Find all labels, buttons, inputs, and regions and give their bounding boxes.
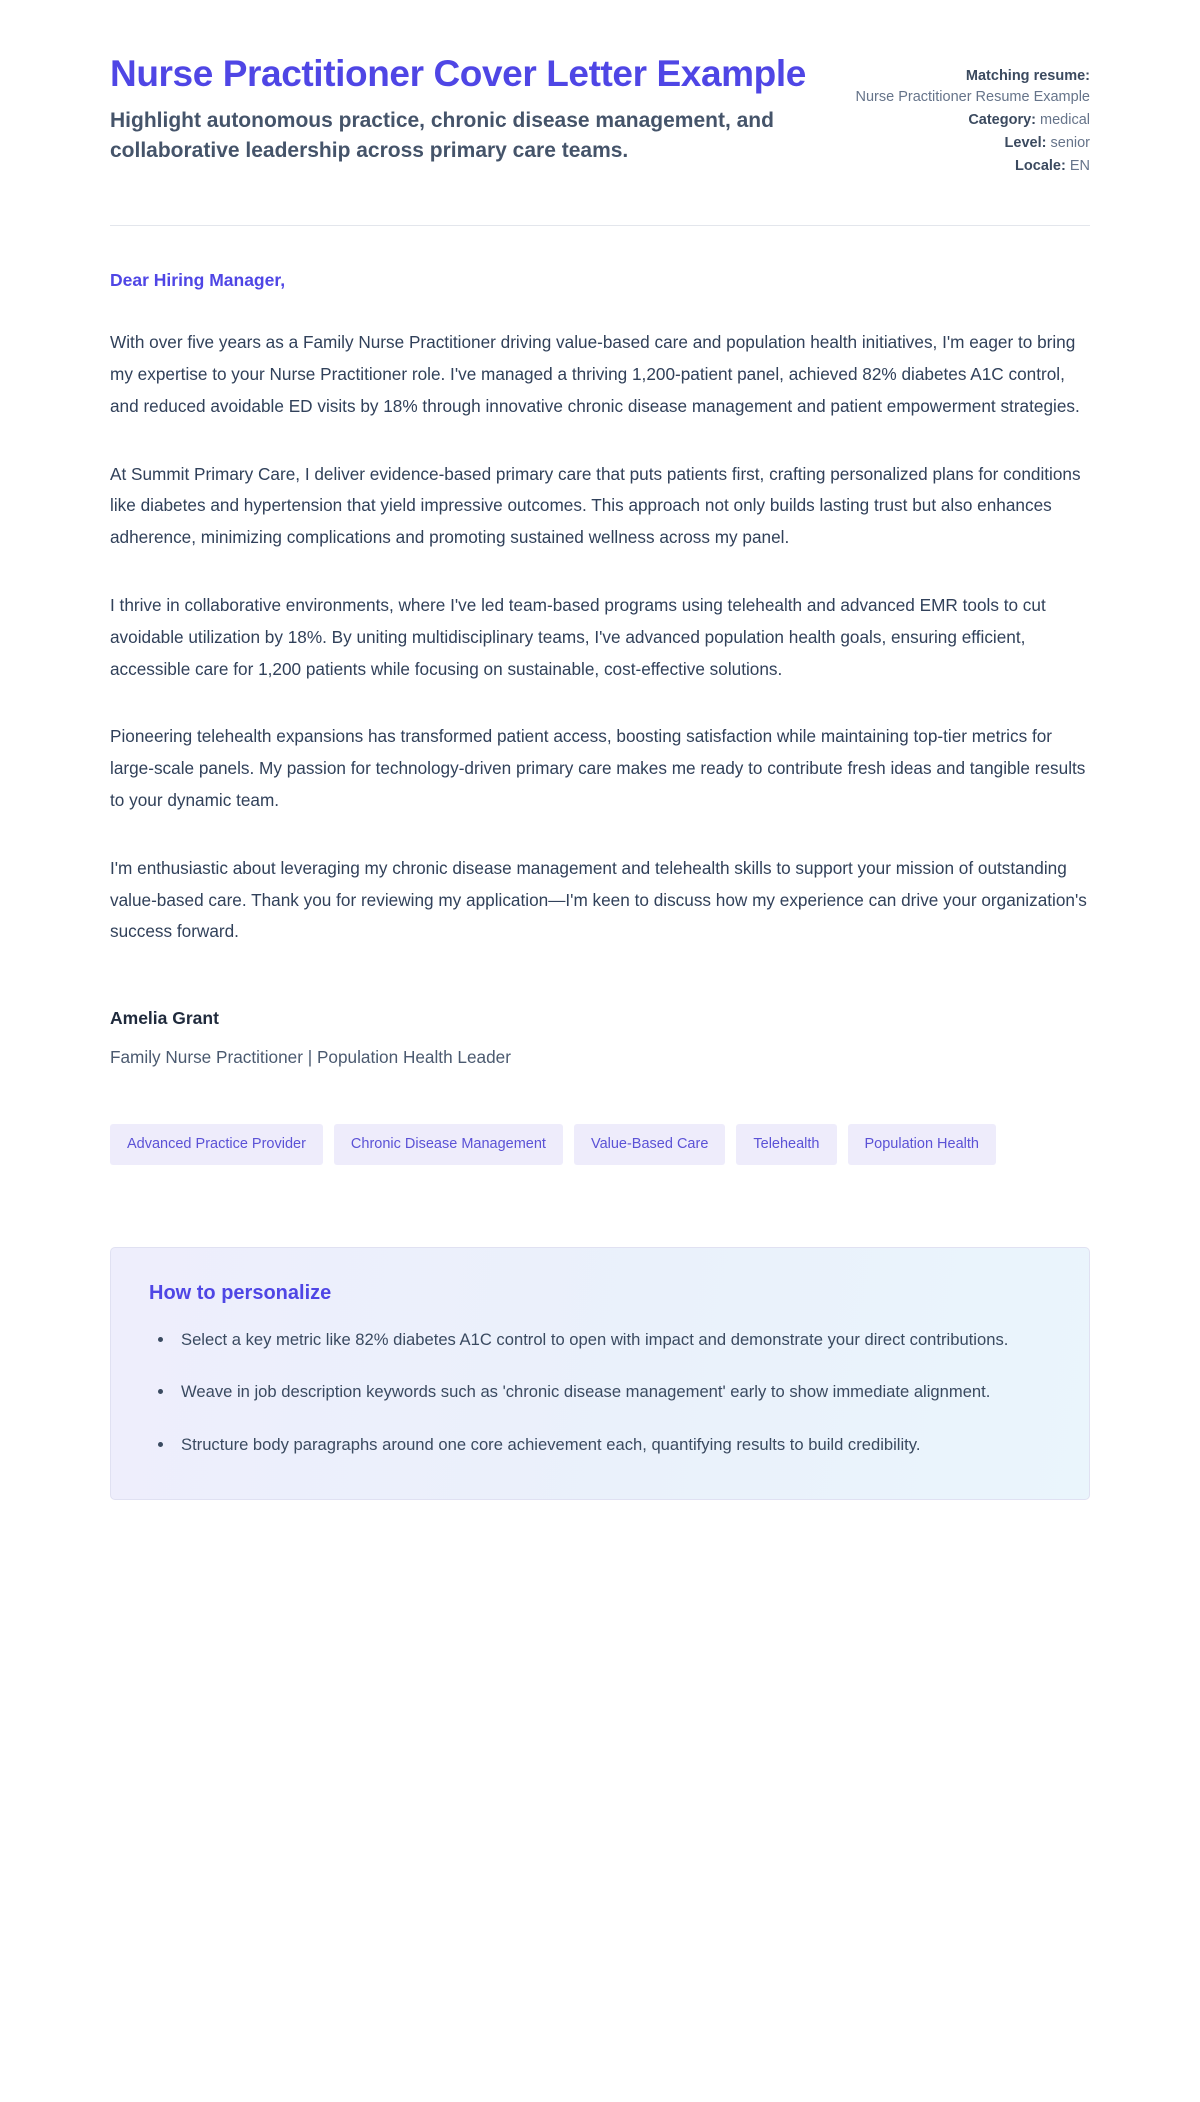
meta-category-label: Category: (968, 112, 1036, 129)
callout-list-item: • Weave in job description keywords such as 'chronic disease management' early to show immediate alignment. (175, 1377, 1051, 1408)
letter-paragraph: With over five years as a Family Nurse Practitioner driving value-based care and population health initiatives, I'm eager to bring my expertise to your Nurse Practitioner role. I've managed a thriving 1,200-patient panel, achieved 82% diabetes A1C control, and reduced avoidable ED visits by 18% through innovative chronic disease management and patient empowerment strategies. (110, 332, 1080, 416)
signature-title: Family Nurse Practitioner | Population Health Leader (110, 1047, 511, 1068)
meta-category (855, 110, 1090, 131)
letter-signature (110, 1008, 1090, 1068)
meta-matching-resume (855, 66, 1090, 108)
tag-chip[interactable]: Value-Based Care (574, 1124, 725, 1165)
page-subtitle: Highlight autonomous practice, chronic disease management, and collaborative leadership across primary care teams. (110, 109, 774, 163)
meta-matching-resume-label: Matching resume: (965, 68, 1090, 84)
meta-level (855, 133, 1090, 154)
letter-paragraph: At Summit Primary Care, I deliver evidence-based primary care that puts patients first, crafting personalized plans for conditions like diabetes and hypertension that yield impressive outcomes. This approach not only builds lasting trust but also enhances adherence, minimizing complications and promoting sustained wellness across my panel. (110, 463, 1081, 548)
letter-salutation: Dear Hiring Manager, (110, 270, 286, 291)
meta-level-value: senior (1050, 135, 1090, 152)
callout-title: How to personalize (149, 1281, 332, 1304)
tag-chip[interactable]: Telehealth (736, 1124, 836, 1165)
tag-chip[interactable]: Chronic Disease Management (334, 1124, 563, 1165)
meta-category-value: medical (1040, 112, 1090, 129)
meta-locale-label: Locale: (1015, 158, 1066, 175)
callout-list-item: • Structure body paragraphs around one core achievement each, quantifying results to build credibility. (175, 1430, 1051, 1461)
meta-level-label: Level: (1004, 135, 1047, 152)
document-metadata (855, 52, 1090, 179)
letter-paragraph: Pioneering telehealth expansions has transformed patient access, boosting satisfaction while maintaining top-tier metrics for large-scale panels. My passion for technology-driven primary care makes me ready to contribute fresh ideas and tangible results to your dynamic team. (110, 726, 1086, 811)
meta-locale-value: EN (1069, 158, 1090, 175)
meta-matching-resume-value: Nurse Practitioner Resume Example (855, 89, 1090, 106)
callout-list-item: • Select a key metric like 82% diabetes A1C control to open with impact and demonstrate your direct contributions. (175, 1325, 1051, 1356)
letter-paragraph: I thrive in collaborative environments, where I've led team-based programs using telehealth and advanced EMR tools to cut avoidable utilization by 18%. By uniting multidisciplinary teams, I've advanced population health goals, ensuring efficient, accessible care for 1,200 patients while focusing on sustainable, cost-effective solutions. (110, 594, 1046, 679)
letter-body (110, 226, 1090, 1068)
page-header (110, 0, 1090, 179)
page-title: Nurse Practitioner Cover Letter Example (110, 53, 806, 94)
header-title-block (110, 52, 815, 166)
letter-paragraph: I'm enthusiastic about leveraging my chronic disease management and telehealth skills to support your mission of outstanding value-based care. Thank you for reviewing my application—I'm keen to discuss how my experience can drive your organization's success forward. (110, 857, 1087, 942)
tag-chip[interactable]: Advanced Practice Provider (110, 1124, 323, 1165)
tag-list (110, 1124, 1090, 1165)
tag-chip[interactable]: Population Health (848, 1124, 996, 1165)
how-to-personalize-callout (110, 1247, 1090, 1500)
callout-list (149, 1325, 1051, 1461)
meta-locale (855, 156, 1090, 177)
signature-name: Amelia Grant (110, 1008, 219, 1029)
